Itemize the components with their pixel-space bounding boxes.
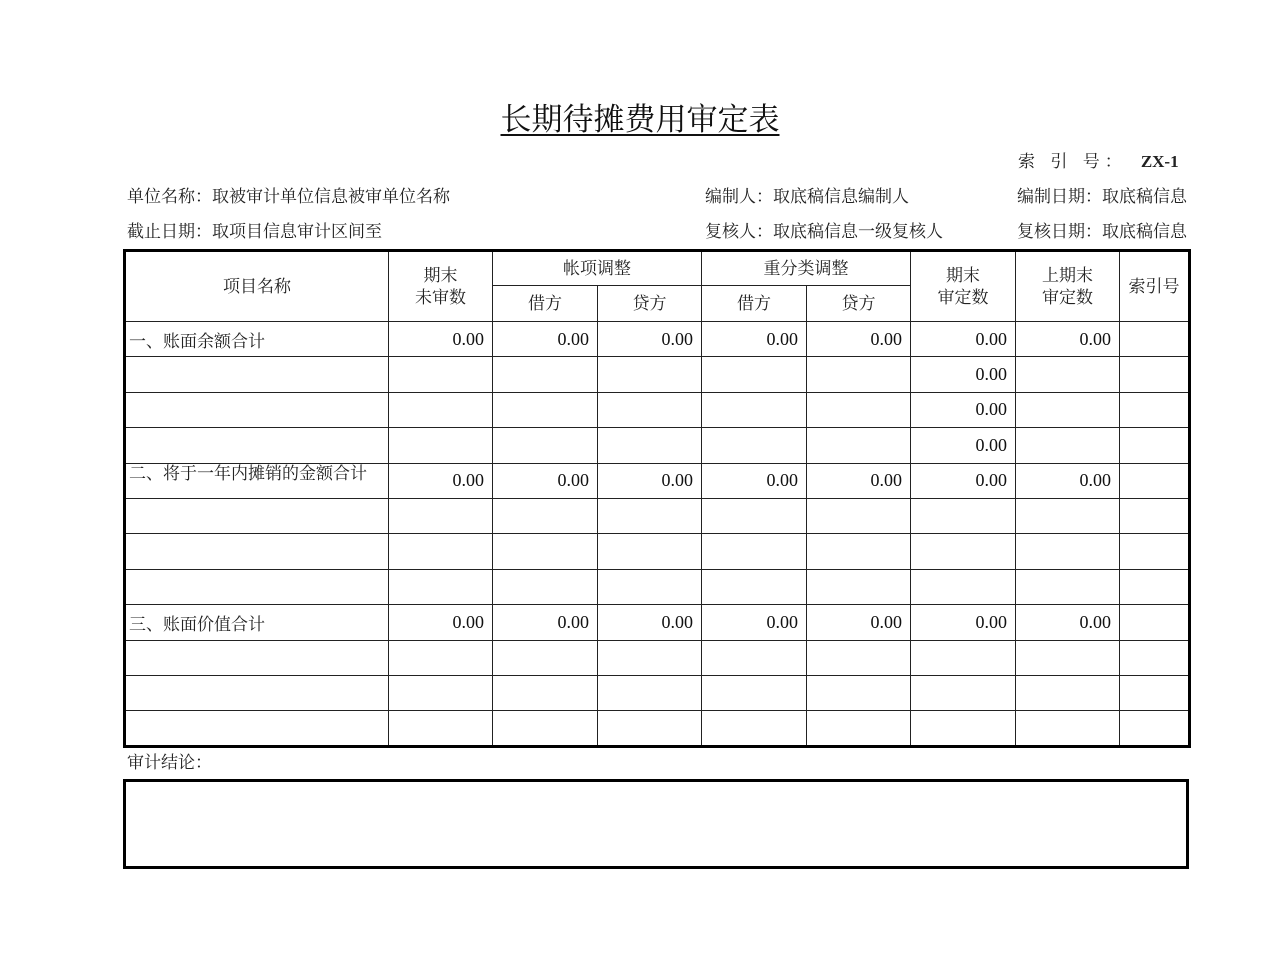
cell-adj-credit[interactable] — [598, 498, 702, 533]
header-prior-audited: 上期末 审定数 — [1016, 251, 1120, 322]
cell-rc-debit[interactable] — [702, 534, 807, 569]
table-body — [125, 322, 1190, 747]
cell-prior-audited[interactable] — [1016, 675, 1120, 710]
header-account-adjustment: 帐项调整 — [493, 251, 702, 286]
cell-adj-debit[interactable] — [493, 640, 598, 675]
cell-ending-unaudited[interactable] — [389, 711, 493, 746]
cell-index-no[interactable] — [1120, 675, 1190, 710]
cell-rc-credit[interactable] — [807, 357, 911, 392]
cell-ending-audited[interactable] — [911, 675, 1016, 710]
cell-rc-debit[interactable] — [702, 428, 807, 463]
cell-index-no[interactable] — [1120, 534, 1190, 569]
conclusion-label: 审计结论： — [127, 753, 212, 773]
cell-rc-credit[interactable] — [807, 498, 911, 533]
cell-item-name[interactable]: 一、账面余额合计 — [125, 322, 389, 357]
cell-ending-audited[interactable]: 0.00 — [911, 357, 1016, 392]
cell-ending-audited[interactable]: 0.00 — [911, 322, 1016, 357]
cell-rc-debit[interactable] — [702, 357, 807, 392]
cell-adj-debit[interactable]: 0.00 — [493, 605, 598, 640]
header-ending-unaudited: 期末 未审数 — [389, 251, 493, 322]
cell-index-no[interactable] — [1120, 711, 1190, 746]
cell-index-no[interactable] — [1120, 322, 1190, 357]
review-date-value[interactable]: 取底稿信息 — [1102, 222, 1187, 242]
cell-index-no[interactable] — [1120, 357, 1190, 392]
cell-ending-unaudited[interactable] — [389, 392, 493, 427]
cell-ending-unaudited[interactable] — [389, 534, 493, 569]
cell-prior-audited[interactable] — [1016, 498, 1120, 533]
audit-table — [123, 249, 1191, 748]
cell-rc-debit[interactable]: 0.00 — [702, 463, 807, 498]
cell-adj-debit[interactable] — [493, 498, 598, 533]
cell-ending-unaudited[interactable]: 0.00 — [389, 322, 493, 357]
review-date — [1017, 221, 1189, 243]
table-row — [125, 569, 1190, 604]
cell-item-name[interactable] — [125, 357, 389, 392]
cell-prior-audited[interactable] — [1016, 534, 1120, 569]
cell-rc-credit[interactable]: 0.00 — [807, 322, 911, 357]
reviewer-value[interactable]: 取底稿信息一级复核人 — [773, 222, 943, 242]
cell-rc-debit[interactable] — [702, 675, 807, 710]
cell-rc-debit[interactable] — [702, 569, 807, 604]
cell-rc-debit[interactable] — [702, 640, 807, 675]
cell-prior-audited[interactable] — [1016, 711, 1120, 746]
cell-ending-unaudited[interactable] — [389, 357, 493, 392]
cell-ending-audited[interactable] — [911, 569, 1016, 604]
header-adj-credit: 贷方 — [598, 286, 702, 322]
cell-adj-debit[interactable]: 0.00 — [493, 322, 598, 357]
header-reclass-adjustment: 重分类调整 — [702, 251, 911, 286]
cell-item-name[interactable] — [125, 711, 389, 746]
cell-index-no[interactable] — [1120, 498, 1190, 533]
reviewer-label: 复核人： — [705, 222, 773, 242]
table-row — [125, 463, 1190, 498]
cell-adj-debit[interactable] — [493, 357, 598, 392]
index-number-label: 索 引 号： — [1018, 152, 1127, 172]
header-row-1 — [125, 251, 1190, 286]
cell-index-no[interactable] — [1120, 640, 1190, 675]
cell-adj-credit[interactable] — [598, 640, 702, 675]
cell-index-no[interactable] — [1120, 428, 1190, 463]
cell-adj-debit[interactable] — [493, 392, 598, 427]
cell-prior-audited[interactable] — [1016, 640, 1120, 675]
cell-ending-audited[interactable]: 0.00 — [911, 605, 1016, 640]
table-row — [125, 711, 1190, 746]
cell-rc-credit[interactable] — [807, 711, 911, 746]
cell-adj-debit[interactable] — [493, 569, 598, 604]
index-number — [1018, 151, 1179, 173]
table-row — [125, 498, 1190, 533]
header-rc-debit: 借方 — [702, 286, 807, 322]
cell-item-name[interactable] — [125, 569, 389, 604]
cell-adj-credit[interactable] — [598, 534, 702, 569]
cell-ending-unaudited[interactable] — [389, 675, 493, 710]
header-ending-audited: 期末 审定数 — [911, 251, 1016, 322]
cell-rc-debit[interactable] — [702, 711, 807, 746]
table-row — [125, 605, 1190, 640]
header-rc-credit: 贷方 — [807, 286, 911, 322]
document-title-text: 长期待摊费用审定表 — [500, 102, 780, 138]
cell-index-no[interactable] — [1120, 605, 1190, 640]
cell-index-no[interactable] — [1120, 463, 1190, 498]
cell-index-no[interactable] — [1120, 392, 1190, 427]
cell-item-name[interactable] — [125, 428, 389, 463]
cell-ending-unaudited[interactable]: 0.00 — [389, 605, 493, 640]
cell-adj-debit[interactable] — [493, 534, 598, 569]
cell-ending-audited[interactable] — [911, 498, 1016, 533]
prepared-date-label: 编制日期： — [1017, 187, 1102, 207]
cell-item-name[interactable] — [125, 498, 389, 533]
cell-rc-credit[interactable] — [807, 675, 911, 710]
cell-item-name[interactable] — [125, 675, 389, 710]
cell-adj-debit[interactable] — [493, 675, 598, 710]
document-title — [0, 98, 1280, 142]
cell-adj-credit[interactable] — [598, 675, 702, 710]
cell-index-no[interactable] — [1120, 569, 1190, 604]
cell-item-name[interactable] — [125, 392, 389, 427]
table-row — [125, 357, 1190, 392]
cell-item-name[interactable] — [125, 534, 389, 569]
header-adj-debit: 借方 — [493, 286, 598, 322]
cell-prior-audited[interactable] — [1016, 392, 1120, 427]
cell-adj-credit[interactable] — [598, 711, 702, 746]
table-row — [125, 675, 1190, 710]
cell-adj-credit[interactable]: 0.00 — [598, 463, 702, 498]
cutoff-date — [127, 221, 382, 243]
cell-item-name[interactable]: 三、账面价值合计 — [125, 605, 389, 640]
cell-ending-unaudited[interactable] — [389, 569, 493, 604]
prepared-date — [1017, 186, 1189, 208]
table-row — [125, 534, 1190, 569]
cell-rc-credit[interactable]: 0.00 — [807, 605, 911, 640]
cell-prior-audited[interactable] — [1016, 569, 1120, 604]
cell-rc-credit[interactable]: 0.00 — [807, 463, 911, 498]
cell-ending-audited[interactable]: 0.00 — [911, 428, 1016, 463]
cell-ending-audited[interactable]: 0.00 — [911, 463, 1016, 498]
cutoff-date-label: 截止日期： — [127, 222, 212, 242]
cell-adj-credit[interactable]: 0.00 — [598, 322, 702, 357]
cell-ending-audited[interactable] — [911, 640, 1016, 675]
cell-ending-unaudited[interactable] — [389, 428, 493, 463]
cell-ending-audited[interactable] — [911, 534, 1016, 569]
cell-rc-credit[interactable] — [807, 569, 911, 604]
header-item-name: 项目名称 — [125, 251, 389, 322]
cell-ending-unaudited[interactable]: 0.00 — [389, 463, 493, 498]
cell-prior-audited[interactable]: 0.00 — [1016, 605, 1120, 640]
unit-name — [127, 186, 450, 208]
cell-item-name[interactable] — [125, 640, 389, 675]
cell-ending-audited[interactable] — [911, 711, 1016, 746]
table-row — [125, 322, 1190, 357]
cell-rc-debit[interactable] — [702, 392, 807, 427]
preparer-value[interactable]: 取底稿信息编制人 — [773, 187, 909, 207]
cell-prior-audited[interactable] — [1016, 428, 1120, 463]
cell-adj-credit[interactable] — [598, 392, 702, 427]
cell-adj-debit[interactable]: 0.00 — [493, 463, 598, 498]
prepared-date-value[interactable]: 取底稿信息 — [1102, 187, 1187, 207]
table-row — [125, 392, 1190, 427]
cell-rc-debit[interactable] — [702, 498, 807, 533]
table-row — [125, 428, 1190, 463]
cell-ending-unaudited[interactable] — [389, 640, 493, 675]
preparer — [705, 186, 909, 208]
unit-name-label: 单位名称： — [127, 187, 212, 207]
cutoff-date-value[interactable]: 取项目信息审计区间至 — [212, 222, 382, 242]
cell-rc-credit[interactable] — [807, 392, 911, 427]
cell-adj-credit[interactable] — [598, 569, 702, 604]
cell-ending-audited[interactable]: 0.00 — [911, 392, 1016, 427]
cell-rc-credit[interactable] — [807, 534, 911, 569]
table-row — [125, 640, 1190, 675]
cell-adj-credit[interactable] — [598, 428, 702, 463]
cell-rc-credit[interactable] — [807, 640, 911, 675]
unit-name-value[interactable]: 取被审计单位信息被审单位名称 — [212, 187, 450, 207]
cell-adj-debit[interactable] — [493, 711, 598, 746]
cell-adj-debit[interactable] — [493, 428, 598, 463]
index-number-value: ZX-1 — [1140, 152, 1179, 171]
conclusion-input[interactable] — [123, 779, 1189, 869]
cell-item-name[interactable]: 二、将于一年内摊销的金额合计 — [125, 463, 389, 498]
cell-ending-unaudited[interactable] — [389, 498, 493, 533]
cell-adj-credit[interactable] — [598, 357, 702, 392]
cell-adj-credit[interactable]: 0.00 — [598, 605, 702, 640]
header-index-no: 索引号 — [1120, 251, 1190, 322]
cell-prior-audited[interactable]: 0.00 — [1016, 463, 1120, 498]
cell-rc-debit[interactable]: 0.00 — [702, 605, 807, 640]
cell-rc-debit[interactable]: 0.00 — [702, 322, 807, 357]
cell-prior-audited[interactable] — [1016, 357, 1120, 392]
review-date-label: 复核日期： — [1017, 222, 1102, 242]
reviewer — [705, 221, 943, 243]
cell-prior-audited[interactable]: 0.00 — [1016, 322, 1120, 357]
preparer-label: 编制人： — [705, 187, 773, 207]
cell-rc-credit[interactable] — [807, 428, 911, 463]
